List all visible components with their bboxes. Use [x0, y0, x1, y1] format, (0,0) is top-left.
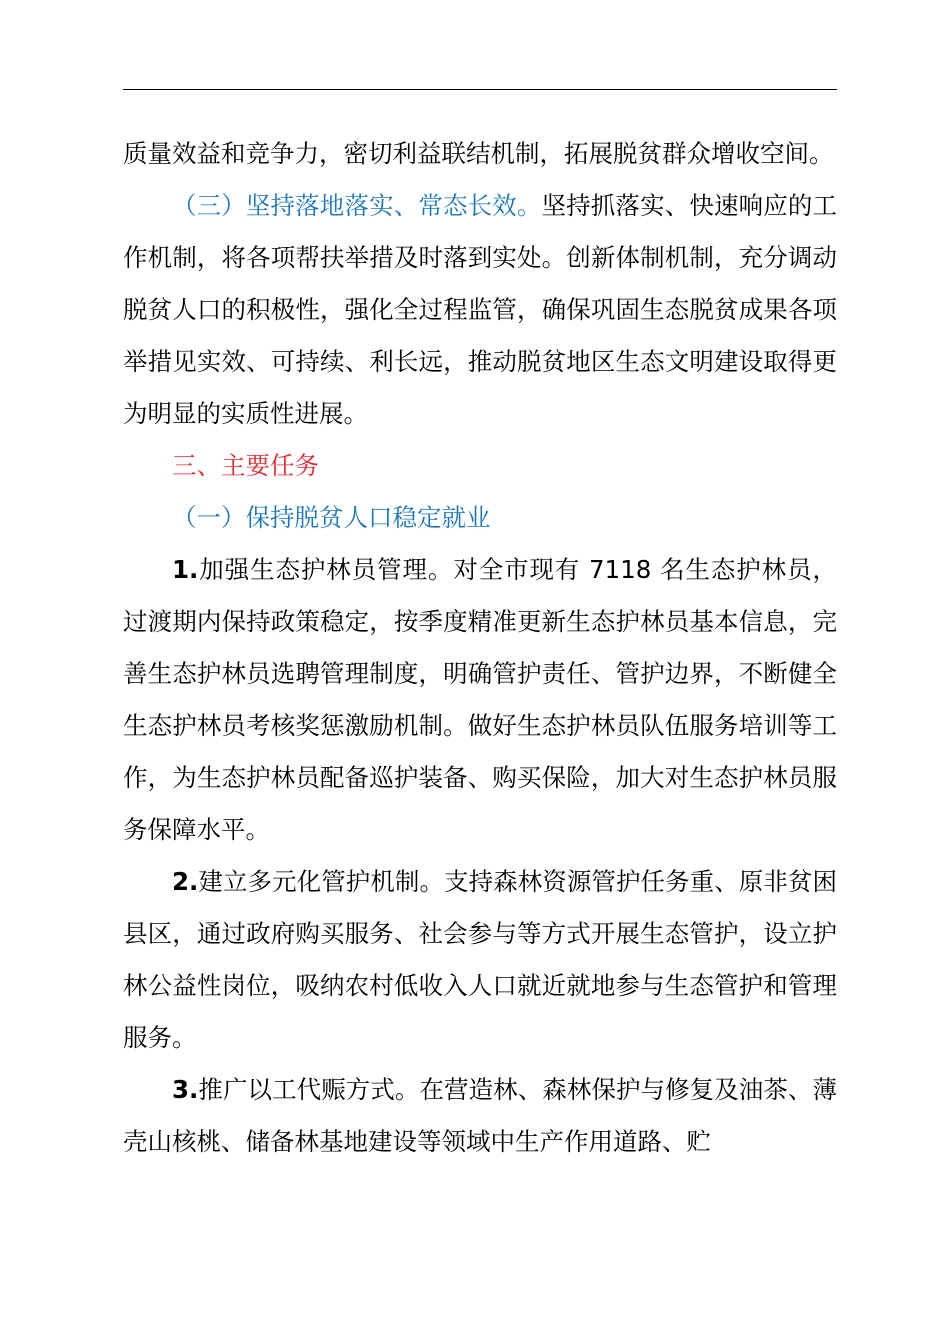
section-title	[123, 440, 837, 492]
document-body	[123, 128, 837, 1168]
item-number: 2.	[172, 867, 199, 896]
item-text: 推广以工代赈方式。在营造林、森林保护与修复及油茶、薄壳山核桃、储备林基地建设等领域中生产作用道路、贮	[123, 1075, 837, 1156]
paragraph-text: 质量效益和竞争力，密切利益联结机制，拓展脱贫群众增收空间。	[123, 139, 834, 168]
item-text: 加强生态护林员管理。对全市现有 7118 名生态护林员，过渡期内保持政策稳定，按季度精准更新生态护林员基本信息，完善生态护林员选聘管理制度，明确管护责任、管护边界，不断健全生态护林员考核奖惩激励机制。做好生态护林员队伍服务培训等工作，为生态护林员配备巡护装备、购买保险，加大对生态护林员服务保障水平。	[123, 555, 837, 844]
item-text: 建立多元化管护机制。支持森林资源管护任务重、原非贫困县区，通过政府购买服务、社会参与等方式开展生态管护，设立护林公益性岗位，吸纳农村低收入人口就近就地参与生态管护和管理服务。	[123, 867, 837, 1052]
paragraph-continuation	[123, 128, 837, 180]
list-item-1	[123, 544, 837, 856]
paragraph-text: 坚持抓落实、快速响应的工作机制，将各项帮扶举措及时落到实处。创新体制机制，充分调动脱贫人口的积极性，强化全过程监管，确保巩固生态脱贫成果各项举措见实效、可持续、利长远，推动脱贫地区生态文明建设取得更为明显的实质性进展。	[123, 191, 838, 428]
list-item-3	[123, 1064, 837, 1168]
subsection-title	[123, 492, 837, 544]
subsection-title-text: （一）保持脱贫人口稳定就业	[172, 503, 491, 532]
list-item-2	[123, 856, 837, 1064]
principle-heading: （三）坚持落地落实、常态长效。	[172, 191, 542, 220]
paragraph-principle-3	[123, 180, 837, 440]
header-rule	[123, 89, 837, 90]
item-number: 3.	[172, 1075, 199, 1104]
item-number: 1.	[172, 555, 199, 584]
section-title-text: 三、主要任务	[172, 451, 319, 480]
